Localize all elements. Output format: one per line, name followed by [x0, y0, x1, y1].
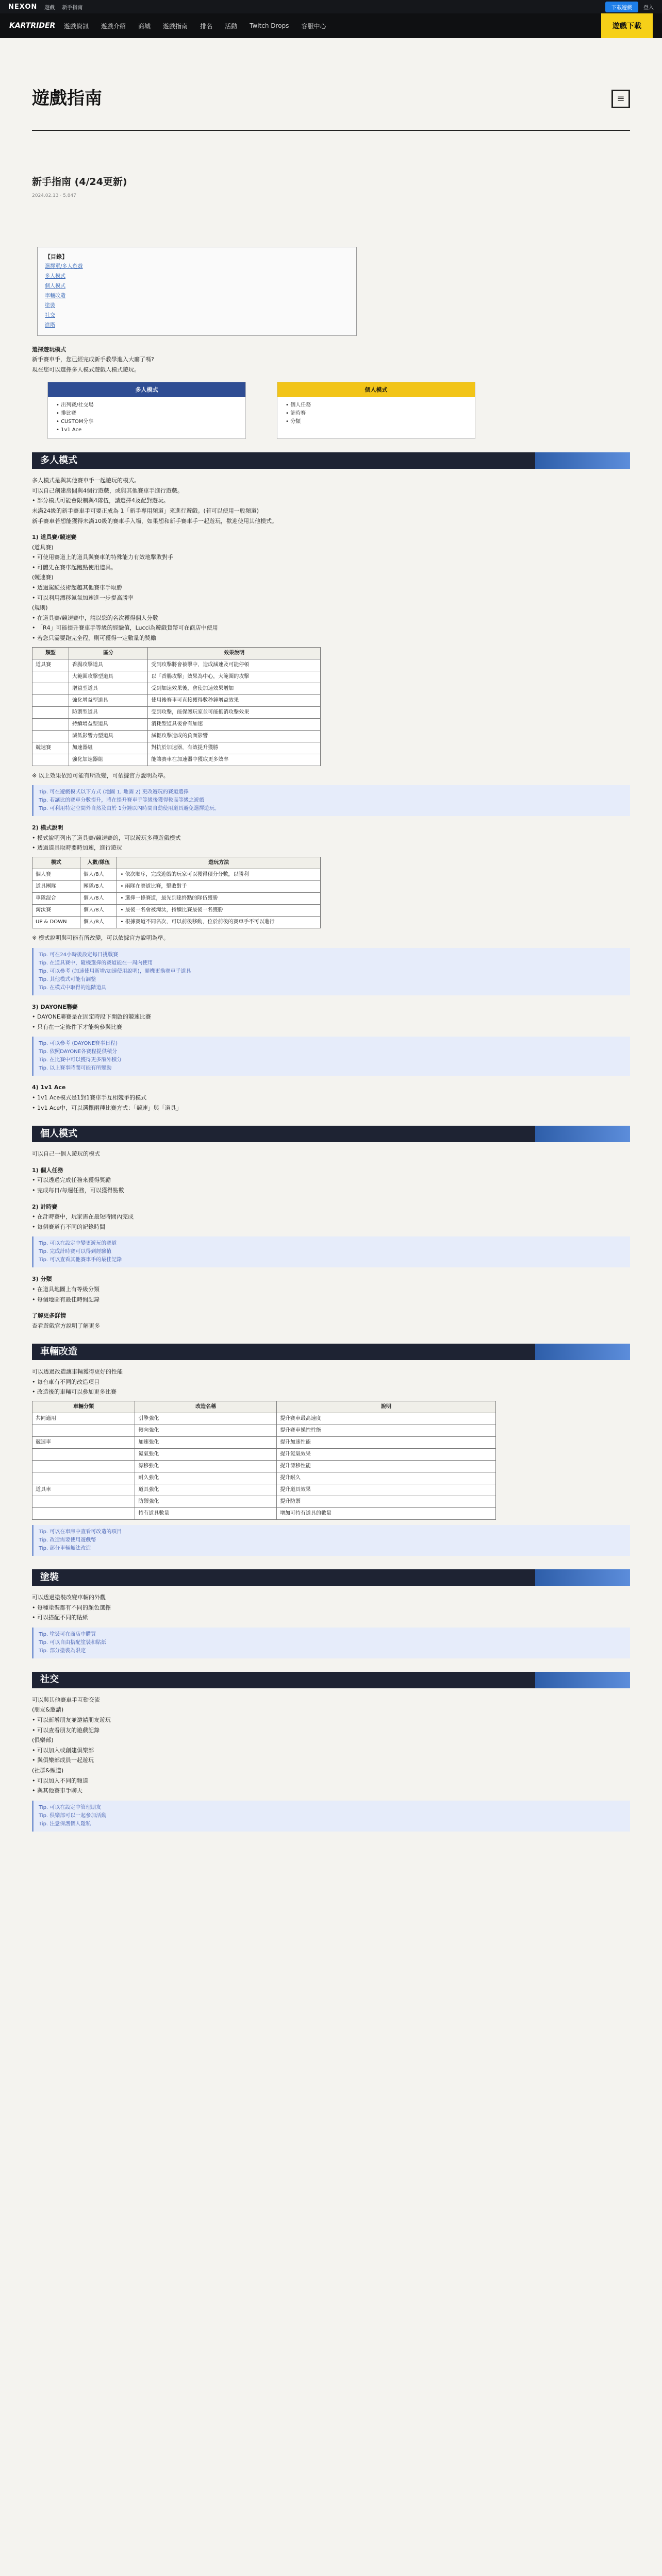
table-cell: 受到攻擊，能保護玩家並可能抵消攻擊效果	[148, 706, 321, 718]
tip-text: Tip. 完成計時賽可以得到經驗值	[39, 1249, 112, 1255]
table-cell: 香腸攻擊道具	[69, 659, 147, 671]
paragraph: • 透過道具取時要時加速，進行遊玩	[32, 844, 122, 852]
table-cell	[32, 706, 69, 718]
paragraph: (朋友&邀請)	[32, 1706, 64, 1714]
mode-picker	[47, 382, 630, 439]
table-cell: 受到攻擊將會被擊中，造成減速及可能停頓	[148, 659, 321, 671]
table-cell	[32, 694, 69, 706]
table-header: 車輛分類	[32, 1401, 135, 1413]
tip-text: Tip. 其他模式可能有調整	[39, 976, 96, 982]
paragraph: • 透過駕駛技術超越其他賽車手取勝	[32, 584, 122, 591]
table-cell: 提升賽車最高速度	[276, 1413, 495, 1425]
paragraph: • 改造後的車輛可以參加更多比賽	[32, 1388, 117, 1396]
table-cell	[32, 1508, 135, 1520]
table-row	[32, 706, 321, 718]
main-content	[25, 38, 637, 2576]
tip-text: Tip. 可以在設定中變更遊玩的賽道	[39, 1241, 117, 1247]
list-item: • 出列賽/社交場	[56, 402, 94, 409]
banner-accent	[535, 1344, 630, 1360]
main-nav	[0, 13, 662, 38]
table-cell: 受到加速效果後，會使加速效果增加	[148, 683, 321, 694]
paragraph: • 可以新增朋友並邀請朋友遊玩	[32, 1717, 111, 1724]
paragraph: • 可以透過完成任務來獲得獎勵	[32, 1177, 111, 1184]
table-cell	[32, 671, 69, 683]
top-bar	[0, 0, 662, 13]
list-item: • 個人任務	[286, 402, 311, 409]
table-cell: 轉向強化	[135, 1425, 277, 1437]
table-row	[32, 742, 321, 754]
table-row	[32, 917, 321, 928]
table-row	[32, 1472, 496, 1484]
table-cell: 提升氮氣效果	[276, 1449, 495, 1461]
table-cell: 車隊混合	[32, 893, 80, 905]
page-title: 遊戲指南	[32, 88, 102, 109]
table-cell: 耐久強化	[135, 1472, 277, 1484]
table-row	[32, 881, 321, 893]
table-cell: 個人/8人	[80, 869, 117, 881]
paragraph: 可以自己一個人遊玩的模式	[32, 1150, 100, 1158]
table-header: 類型	[32, 647, 69, 659]
paragraph: • 每台車有不同的改造項目	[32, 1378, 100, 1385]
table-row	[32, 1508, 496, 1520]
table-row	[32, 671, 321, 683]
tip-box	[32, 1236, 630, 1267]
paragraph: (規則)	[32, 604, 48, 612]
toc-link[interactable]: 進階	[45, 322, 55, 328]
tip-text: Tip. 可以在設定中管理朋友	[39, 1804, 102, 1810]
table-cell: 淘汰賽	[32, 905, 80, 917]
table-cell: 道具賽	[32, 659, 69, 671]
paragraph: 查看遊戲官方說明了解更多	[32, 1322, 100, 1329]
paragraph: • 可以利用漂移氮氣加速進一步提高勝率	[32, 594, 134, 601]
section-title: 多人模式	[32, 452, 535, 469]
table-cell: 以「香腸攻擊」效果為中心，大範圍的攻擊	[148, 671, 321, 683]
list-item: • 分類	[286, 419, 301, 425]
table-cell: 大範圍攻擊型道具	[69, 671, 147, 683]
paragraph: (競速賽)	[32, 574, 54, 581]
table-row	[32, 718, 321, 730]
section-title: 社交	[32, 1672, 535, 1688]
table-cell: 減輕攻擊造成的負面影響	[148, 730, 321, 742]
list-item: • 計時賽	[286, 411, 306, 417]
paragraph: • 只有在一定條件下才能夠參與比賽	[32, 1023, 122, 1030]
paragraph: 多人模式是與其他賽車手一起遊玩的模式。	[32, 477, 140, 484]
mode-table	[32, 857, 321, 928]
table-cell	[32, 1449, 135, 1461]
banner-accent	[535, 1569, 630, 1586]
table-row	[32, 694, 321, 706]
table-cell: 提升防禦	[276, 1496, 495, 1508]
table-cell	[32, 754, 69, 766]
table-cell: 加速器組	[69, 742, 147, 754]
table-cell: 能讓賽車在加速器中獲取更多效率	[148, 754, 321, 766]
tip-text: Tip. 可在遊戲模式以下方式 (地圖 1, 地圖 2) 更改遊玩的賽道選擇	[39, 789, 189, 795]
paragraph: • 完成每日/每週任務，可以獲得點數	[32, 1187, 124, 1194]
banner-accent	[535, 1126, 630, 1142]
paragraph: 可以自己創建房間與4個行遊戲，或與其他賽車手進行遊戲。	[32, 487, 183, 494]
topbar-login[interactable]: 登入	[643, 5, 654, 11]
table-cell: 引擎強化	[135, 1413, 277, 1425]
paragraph: • 每個賽道有不同的記錄時間	[32, 1223, 105, 1230]
section-banner-multi	[32, 452, 630, 469]
paragraph: (俱樂部)	[32, 1737, 54, 1744]
item-table	[32, 647, 321, 766]
tip-box	[32, 1801, 630, 1832]
list-icon[interactable]: ≡	[611, 90, 630, 108]
tip-text: Tip. 可以在車庫中查看可改造的項目	[39, 1529, 122, 1535]
tip-text: Tip. 可以自由搭配塗裝和貼紙	[39, 1639, 107, 1646]
table-row	[32, 1449, 496, 1461]
nav-item-shop[interactable]: 商城	[138, 22, 151, 30]
tip-text: Tip. 部分車輛無法改造	[39, 1546, 91, 1552]
section-banner-social	[32, 1672, 630, 1688]
toc-title: 【目錄】	[45, 253, 68, 261]
table-row	[32, 683, 321, 694]
table-cell: 持續增益型道具	[69, 718, 147, 730]
section-banner-modify	[32, 1344, 630, 1360]
nav-item-support[interactable]: 客服中心	[301, 22, 326, 30]
table-header: 改造名稱	[135, 1401, 277, 1413]
table-cell: 個人/8人	[80, 917, 117, 928]
table-cell: 競速車	[32, 1437, 135, 1449]
paragraph: • 「R4」可能提升賽車手等級的經驗值，Lucci為遊戲貨幣可在商店中使用	[32, 624, 218, 632]
paragraph: • 若您只需要跑完全程，則可獲得一定數量的獎勵	[32, 635, 156, 642]
list-item: • 1v1 Ace	[56, 427, 82, 433]
table-header-row	[32, 647, 321, 659]
paragraph: • 1v1 Ace模式是1對1賽車手互相競爭的模式	[32, 1094, 147, 1101]
table-cell: 個人/8人	[80, 893, 117, 905]
table-header: 模式	[32, 857, 80, 869]
table-cell: 增益型道具	[69, 683, 147, 694]
post-date: 2024.02.13	[32, 193, 59, 198]
list-item: • CUSTOM分享	[56, 419, 94, 425]
table-cell: 提升耐久	[276, 1472, 495, 1484]
table-cell: 減低影響力型道具	[69, 730, 147, 742]
table-cell	[32, 1461, 135, 1472]
table-header-row	[32, 1401, 496, 1413]
table-header: 說明	[276, 1401, 495, 1413]
post-meta: 2024.02.13 · 5,847	[32, 193, 76, 198]
tip-text: Tip. 若讓比的賽車分數提升，將在提升賽車手等級後獲得較高等級之遊戲	[39, 798, 205, 804]
table-row	[32, 1425, 496, 1437]
table-cell: • 兩隊在賽道比賽，擊敗對手	[117, 881, 321, 893]
table-row	[32, 1496, 496, 1508]
table-row	[32, 659, 321, 671]
table-header: 遊玩方法	[117, 857, 321, 869]
intro-heading: 選擇遊玩模式	[32, 346, 66, 353]
single-mode-box[interactable]	[277, 382, 475, 439]
tip-box	[32, 785, 630, 816]
tip-text: Tip. 俱樂部可以一起參加活動	[39, 1812, 107, 1819]
table-cell: 個人/8人	[80, 905, 117, 917]
table-cell	[32, 1425, 135, 1437]
table-header-row	[32, 857, 321, 869]
tip-text: Tip. 可在24小時後設定每日挑戰賽	[39, 952, 119, 958]
nexon-logo[interactable]: NEXON	[8, 3, 38, 11]
table-row	[32, 730, 321, 742]
paragraph: • 每種塗裝都有不同的顏色選擇	[32, 1604, 111, 1611]
table-body	[32, 869, 321, 928]
toc-link[interactable]: 社交	[45, 312, 55, 318]
banner-accent	[535, 452, 630, 469]
table-cell: 競速賽	[32, 742, 69, 754]
paragraph: 可以透過塗裝改變車輛的外觀	[32, 1594, 106, 1601]
table-cell: 個人賽	[32, 869, 80, 881]
table-cell: 提升賽車操控性能	[276, 1425, 495, 1437]
intro-text: 現在您可以選擇多人模式遊戲人模式遊玩。	[32, 366, 140, 373]
tip-text: Tip. 以上賽事時間可能有所變動	[39, 1065, 112, 1072]
table-row	[32, 893, 321, 905]
tip-text: Tip. 在模式中取得的進階道具	[39, 985, 107, 991]
table-row	[32, 1461, 496, 1472]
tip-text: Tip. 改造需要使用遊戲幣	[39, 1537, 96, 1544]
banner-accent	[535, 1672, 630, 1688]
tip-box	[32, 1525, 630, 1556]
paragraph: 可以透過改造讓車輛獲得更好的性能	[32, 1368, 123, 1376]
table-cell: • 根據賽道不同名次，可以前後移動，位於前後的賽車手不可以進行	[117, 917, 321, 928]
section-title: 塗裝	[32, 1569, 535, 1586]
subsection-title: 3) DAYONE聯賽	[32, 1003, 78, 1010]
tip-text: Tip. 在比賽中可以獲得更多額外積分	[39, 1057, 122, 1063]
table-body	[32, 659, 321, 766]
table-cell: 消耗型道具後會有加速	[148, 718, 321, 730]
nav-item-info[interactable]: 遊戲資訊	[64, 22, 89, 30]
multi-mode-box[interactable]	[47, 382, 246, 439]
subsection-title: 2) 模式說明	[32, 824, 63, 832]
paragraph: • 模式說明列出了道具賽/競速賽的，可以遊玩多種遊戲模式	[32, 834, 181, 841]
table-cell	[32, 1496, 135, 1508]
table-cell: 持有道具數量	[135, 1508, 277, 1520]
table-row	[32, 869, 321, 881]
topbar-download-button[interactable]: 下載遊戲	[605, 2, 638, 12]
subsection-title: 2) 計時賽	[32, 1203, 58, 1210]
paragraph: • 可以加入或創建俱樂部	[32, 1747, 94, 1754]
nav-item-ranking[interactable]: 排名	[200, 22, 213, 30]
table-cell: 團隊/8人	[80, 881, 117, 893]
table-cell: 道具團隊	[32, 881, 80, 893]
subsection-title: 1) 道具賽/競速賽	[32, 534, 77, 541]
table-row	[32, 1437, 496, 1449]
table-row	[32, 754, 321, 766]
table-cell: 使用後賽車可直接獲得數秒鐘增益效果	[148, 694, 321, 706]
table-cell: 提升漂移性能	[276, 1461, 495, 1472]
paragraph: 新手賽車若想能獲得未滿10級的賽車手入場，如果想和新手賽車手一起遊玩，歡迎使用其他模式。	[32, 517, 277, 524]
paragraph: • 部分模式可能會限制與4隊伍，請選擇4及配對遊玩。	[32, 497, 169, 504]
note: ※ 以上效果依照可能有所改變，可依據官方說明為準。	[32, 772, 169, 779]
game-download-button[interactable]: 遊戲下載	[601, 13, 653, 38]
tip-box	[32, 948, 630, 995]
tip-text: Tip. 部分塗裝為限定	[39, 1648, 86, 1654]
table-cell: UP & DOWN	[32, 917, 80, 928]
list-item: • 排比賽	[56, 411, 77, 417]
paragraph: • 在道具地圖上有等級分類	[32, 1285, 100, 1293]
table-cell: 提升加速性能	[276, 1437, 495, 1449]
tip-text: Tip. 可以參考 (DAYONE賽事日程)	[39, 1041, 118, 1047]
paragraph: 可以與其他賽車手互動交流	[32, 1696, 100, 1703]
section-title: 個人模式	[32, 1126, 535, 1142]
section-title: 車輛改造	[32, 1344, 535, 1360]
intro-text: 新手賽車手，您已經完成新手教學進入大廳了嗎?	[32, 356, 154, 363]
table-of-contents	[37, 247, 357, 336]
paragraph: • 1v1 Ace中，可以選擇兩種比賽方式：「競速」與「道具」	[32, 1104, 182, 1111]
divider	[32, 130, 630, 131]
paragraph: (道具賽)	[32, 544, 54, 551]
table-row	[32, 1484, 496, 1496]
table-cell: • 最後一名會被淘汰，持續比賽最後一名獲勝	[117, 905, 321, 917]
subsection-title: 4) 1v1 Ace	[32, 1084, 66, 1091]
table-cell: 提升道具效果	[276, 1484, 495, 1496]
table-cell: 漂移強化	[135, 1461, 277, 1472]
table-cell	[32, 718, 69, 730]
table-cell	[32, 730, 69, 742]
table-cell: 防禦強化	[135, 1496, 277, 1508]
nav-item-event[interactable]: 活動	[225, 22, 238, 30]
table-cell: 共同適用	[32, 1413, 135, 1425]
paragraph: • 可使用賽道上的道具與賽車的特殊能力有效地擊敗對手	[32, 554, 173, 561]
toc-link[interactable]: 車輛改造	[45, 293, 65, 299]
table-cell: • 依次順序，完成遊戲的玩家可以獲得積分分數，以勝利	[117, 869, 321, 881]
single-mode-title: 個人模式	[277, 382, 475, 398]
table-header: 人數/隊伍	[80, 857, 117, 869]
table-cell	[32, 683, 69, 694]
table-cell	[32, 1472, 135, 1484]
table-cell: 氮氣強化	[135, 1449, 277, 1461]
paragraph: 未滿24級的新手賽車手可要正成為 1「新手專用頻道」來進行遊戲。(若可以使用一般頻道)	[32, 507, 259, 514]
table-row	[32, 1413, 496, 1425]
paragraph: • 在計時賽中，玩家需在最短時間內完成	[32, 1213, 134, 1221]
table-cell: 加速強化	[135, 1437, 277, 1449]
toc-link[interactable]: 個人模式	[45, 283, 65, 289]
table-cell: 防禦型道具	[69, 706, 147, 718]
toc-link[interactable]: 塗裝	[45, 302, 55, 309]
tip-text: Tip. 可以參考 (加速使用新增/加速使用說明)，隨機更換賽車手道具	[39, 968, 191, 974]
paragraph: • DAYONE聯賽是在固定時段下開啟的競速比賽	[32, 1013, 151, 1021]
kartrider-logo[interactable]: KARTRIDER	[9, 22, 56, 30]
table-cell: 強化加速器組	[69, 754, 147, 766]
section-banner-single	[32, 1126, 630, 1142]
paragraph: • 可以加入不同的頻道	[32, 1777, 88, 1784]
modify-table	[32, 1401, 496, 1520]
toc-link[interactable]: 多人模式	[45, 273, 65, 279]
table-cell: 道具強化	[135, 1484, 277, 1496]
section-banner-paint	[32, 1569, 630, 1586]
topbar-link-guide[interactable]: 新手指南	[62, 5, 83, 11]
tip-box	[32, 1628, 630, 1658]
nav-item-intro[interactable]: 遊戲介紹	[101, 22, 126, 30]
table-cell: • 選擇一條賽道，最先到達終點的隊伍獲勝	[117, 893, 321, 905]
paragraph: • 與其他賽車手聊天	[32, 1787, 82, 1794]
paragraph: • 可以查看朋友的遊戲記錄	[32, 1726, 100, 1734]
table-header: 區分	[69, 647, 147, 659]
paragraph: • 可以搭配不同的貼紙	[32, 1614, 88, 1621]
subsection-title: 3) 分類	[32, 1276, 52, 1283]
table-body	[32, 1413, 496, 1520]
table-row	[32, 905, 321, 917]
tip-text: Tip. 可以查看其他賽車手的最佳記錄	[39, 1257, 122, 1263]
table-cell: 道具車	[32, 1484, 135, 1496]
table-cell: 增加可持有道具的數量	[276, 1508, 495, 1520]
paragraph: • 每個地圖有最佳時間記錄	[32, 1296, 100, 1303]
topbar-link-game[interactable]: 遊戲	[44, 5, 55, 11]
tip-text: Tip. 塗裝可在商店中購買	[39, 1631, 96, 1637]
toc-link[interactable]: 選擇單/多人遊戲	[45, 263, 83, 269]
post-title: 新手指南 (4/24更新)	[32, 176, 127, 188]
multi-mode-title: 多人模式	[48, 382, 245, 398]
paragraph: • 與俱樂部成員一起遊玩	[32, 1757, 94, 1764]
tip-text: Tip. 依照DAYONE各賽程提供積分	[39, 1049, 118, 1055]
subsection-title: 1) 個人任務	[32, 1166, 63, 1174]
note: ※ 模式說明與可能有所改變，可以依據官方說明為準。	[32, 935, 169, 942]
tip-box	[32, 1037, 630, 1076]
post-views: 5,847	[63, 193, 76, 198]
tip-text: Tip. 可利用特定空間外自然及由於 1分鐘以內時間自動使用道具避免選擇遊玩。	[39, 806, 220, 812]
table-cell: 對抗於加速器，有效提升獲勝	[148, 742, 321, 754]
table-header: 效果說明	[148, 647, 321, 659]
subsection-title: 了解更多詳情	[32, 1312, 66, 1319]
paragraph: • 可體先在賽車起跑點使用道具。	[32, 564, 117, 571]
table-cell: 強化增益型道具	[69, 694, 147, 706]
paragraph: • 在道具賽/競速賽中，請以您的名次獲得個人分數	[32, 614, 158, 621]
tip-text: Tip. 注意保護個人隱私	[39, 1821, 91, 1827]
tip-text: Tip. 在道具賽中，隨機選擇的賽道能在一周內使用	[39, 960, 153, 966]
paragraph: (社群&頻道)	[32, 1767, 64, 1774]
nav-item-twitch[interactable]: Twitch Drops	[250, 22, 289, 29]
nav-item-guide[interactable]: 遊戲指南	[163, 22, 188, 30]
